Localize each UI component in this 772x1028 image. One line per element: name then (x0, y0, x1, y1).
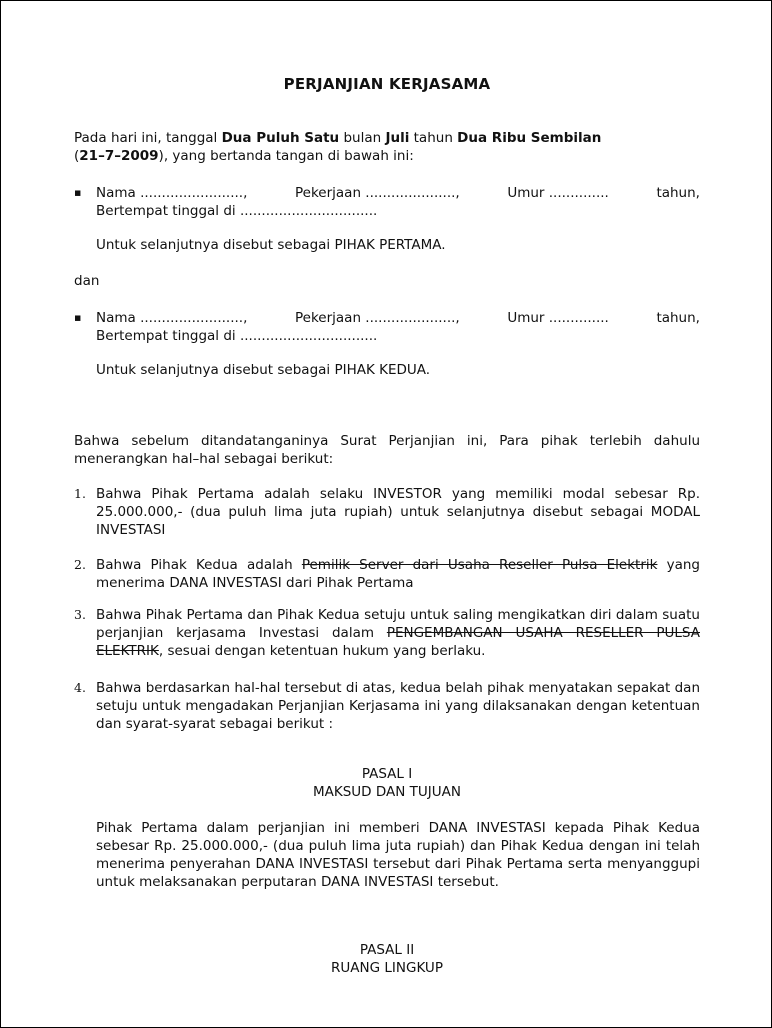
party-two-name: Nama ........................, (96, 310, 248, 326)
intro-text: bulan (339, 130, 386, 146)
party-two-job: Pekerjaan ....................., (294, 310, 460, 326)
list-item-1: Bahwa Pihak Pertama adalah selaku INVESTOR yang memiliki modal sebesar Rp. 25.000.000,- (dua puluh lima juta rupiah) untuk selanjutnya disebut sebagai MODAL INVESTASI (96, 486, 700, 538)
party-one-job: Pekerjaan ....................., (294, 185, 460, 201)
conjunction-dan: dan (74, 273, 100, 289)
struck-text: PENGEMBANGAN USAHA RESELLER PULSA ELEKTRIK (96, 625, 700, 659)
list-item-2 (96, 556, 700, 592)
list-number: 3. (74, 607, 86, 622)
intro-date: 21–7–2009 (79, 148, 159, 164)
bullet-icon: ▪ (74, 311, 82, 324)
bullet-icon: ▪ (74, 186, 82, 199)
pasal-two-heading: PASAL II (359, 942, 415, 958)
party-one-age: Umur .............. (507, 185, 609, 201)
pasal-two-subheading: RUANG LINGKUP (331, 960, 443, 976)
list-number: 2. (74, 557, 86, 572)
list-item-text: Bahwa Pihak Kedua adalah (96, 557, 302, 573)
party-one-block (96, 184, 700, 220)
intro-text: Pada hari ini, tanggal (74, 130, 222, 146)
preamble-paragraph: Bahwa sebelum ditandatanganinya Surat Perjanjian ini, Para pihak terlebih dahulu menerangkan hal–hal sebagai berikut: (74, 433, 700, 467)
intro-day: Dua Puluh Satu (221, 130, 340, 146)
party-one-name: Nama ........................, (96, 185, 248, 201)
list-number: 4. (74, 680, 86, 695)
intro-text: tahun (409, 130, 458, 146)
intro-text: ), yang bertanda tangan di bawah ini: (158, 148, 414, 164)
party-one-address: Bertempat tinggal di ................................ (96, 203, 378, 219)
intro-year: Dua Ribu Sembilan (457, 130, 602, 146)
pasal-one-subheading: MAKSUD DAN TUJUAN (313, 784, 461, 800)
party-two-designation: Untuk selanjutnya disebut sebagai PIHAK KEDUA. (96, 362, 431, 378)
pasal-one-body: Pihak Pertama dalam perjanjian ini memberi DANA INVESTASI kepada Pihak Kedua sebesar Rp. 25.000.000,- (dua puluh lima juta rupiah) dan Pihak Kedua dengan ini telah menerima penyerahan DANA INVESTASI tersebut dari Pihak Pertama serta menyanggupi untuk melaksanakan perputaran DANA INVESTASI tersebut. (96, 820, 700, 890)
document-title: PERJANJIAN KERJASAMA (283, 75, 491, 93)
party-two-address: Bertempat tinggal di ................................ (96, 328, 378, 344)
list-item-4: Bahwa berdasarkan hal-hal tersebut di atas, kedua belah pihak menyatakan sepakat dan setuju untuk mengadakan Perjanjian Kerjasama ini yang dilaksanakan dengan ketentuan dan syarat-syarat sebagai berikut : (96, 680, 700, 732)
list-item-3 (96, 606, 700, 660)
struck-text: Pemilik Server dari Usaha Reseller Pulsa Elektrik (301, 557, 658, 573)
list-number: 1. (74, 486, 86, 501)
intro-month: Juli (385, 130, 410, 146)
party-two-block (96, 309, 700, 345)
list-item-text: , sesuai dengan ketentuan hukum yang berlaku. (158, 643, 486, 659)
party-two-age-unit: tahun, (656, 310, 700, 326)
intro-paragraph (74, 129, 700, 165)
list-item-text: yang menerima DANA INVESTASI dari Pihak Pertama (96, 557, 700, 591)
party-one-designation: Untuk selanjutnya disebut sebagai PIHAK PERTAMA. (96, 237, 446, 253)
party-two-age: Umur .............. (507, 310, 609, 326)
intro-text: ( (74, 148, 80, 164)
party-two-fields (96, 309, 700, 327)
party-one-age-unit: tahun, (656, 185, 700, 201)
pasal-one-heading: PASAL I (361, 766, 413, 782)
list-item-text: Bahwa Pihak Pertama dan Pihak Kedua setuju untuk saling mengikatkan diri dalam suatu perjanjian kerjasama Investasi dalam (96, 607, 700, 641)
party-one-fields (96, 184, 700, 202)
